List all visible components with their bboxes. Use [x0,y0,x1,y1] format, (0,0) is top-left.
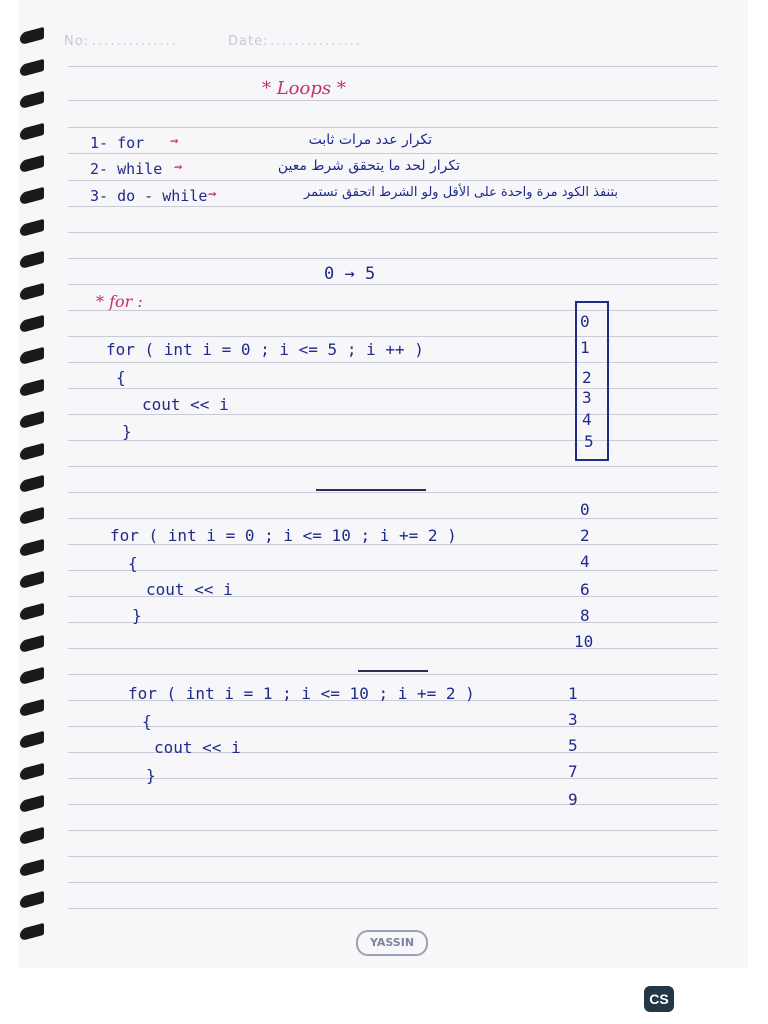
code-line: } [132,606,142,625]
for-heading: * for : [96,292,143,311]
code-line: for ( int i = 0 ; i <= 5 ; i ++ ) [106,340,424,359]
range-note: 0 → 5 [324,264,376,284]
section-divider [316,489,426,491]
output-value: 3 [582,388,592,407]
code-line: cout << i [146,580,233,599]
code-line: for ( int i = 0 ; i <= 10 ; i += 2 ) [110,526,457,545]
type-description: بتنفذ الكود مرة واحدة على الأقل ولو الشرط اتحقق تستمر [304,185,618,200]
code-line: cout << i [154,738,241,757]
page-title: * Loops * [262,78,346,99]
notebook-page [18,0,748,968]
type-label: 3- do - while [90,187,208,205]
code-line: } [122,422,132,441]
type-description: تكرار عدد مرات ثابت [308,132,432,148]
code-line: } [146,766,156,785]
output-value: 9 [568,790,578,809]
code-line: cout << i [142,395,229,414]
code-line: { [116,368,126,387]
arrow-icon: ⇝ [170,133,179,149]
no-label: No: [64,34,90,49]
arrow-icon: ⇝ [174,159,183,175]
output-value: 0 [580,312,590,331]
output-value: 2 [580,526,590,545]
no-underline: .............. [92,34,178,49]
type-label: 2- while [90,160,163,178]
output-value: 10 [574,632,594,651]
output-value: 0 [580,500,590,519]
output-value: 2 [582,368,592,387]
output-value: 1 [568,684,578,703]
type-label: 1- for [90,134,145,152]
code-line: { [142,712,152,731]
code-line: for ( int i = 1 ; i <= 10 ; i += 2 ) [128,684,475,703]
brand-logo: YASSIN [356,930,428,956]
output-value: 6 [580,580,590,599]
section-divider [358,670,428,672]
output-value: 8 [580,606,590,625]
date-underline: ............... [270,34,362,49]
scanner-badge: CS [644,986,674,1012]
code-line: { [128,554,138,573]
output-value: 5 [568,736,578,755]
output-value: 7 [568,762,578,781]
output-value: 4 [582,410,592,429]
output-value: 3 [568,710,578,729]
output-value: 4 [580,552,590,571]
arrow-icon: ⇝ [208,186,217,202]
output-value: 1 [580,338,590,357]
type-description: تكرار لحد ما يتحقق شرط معين [277,158,460,174]
date-label: Date: [228,34,269,49]
output-value: 5 [584,432,594,451]
